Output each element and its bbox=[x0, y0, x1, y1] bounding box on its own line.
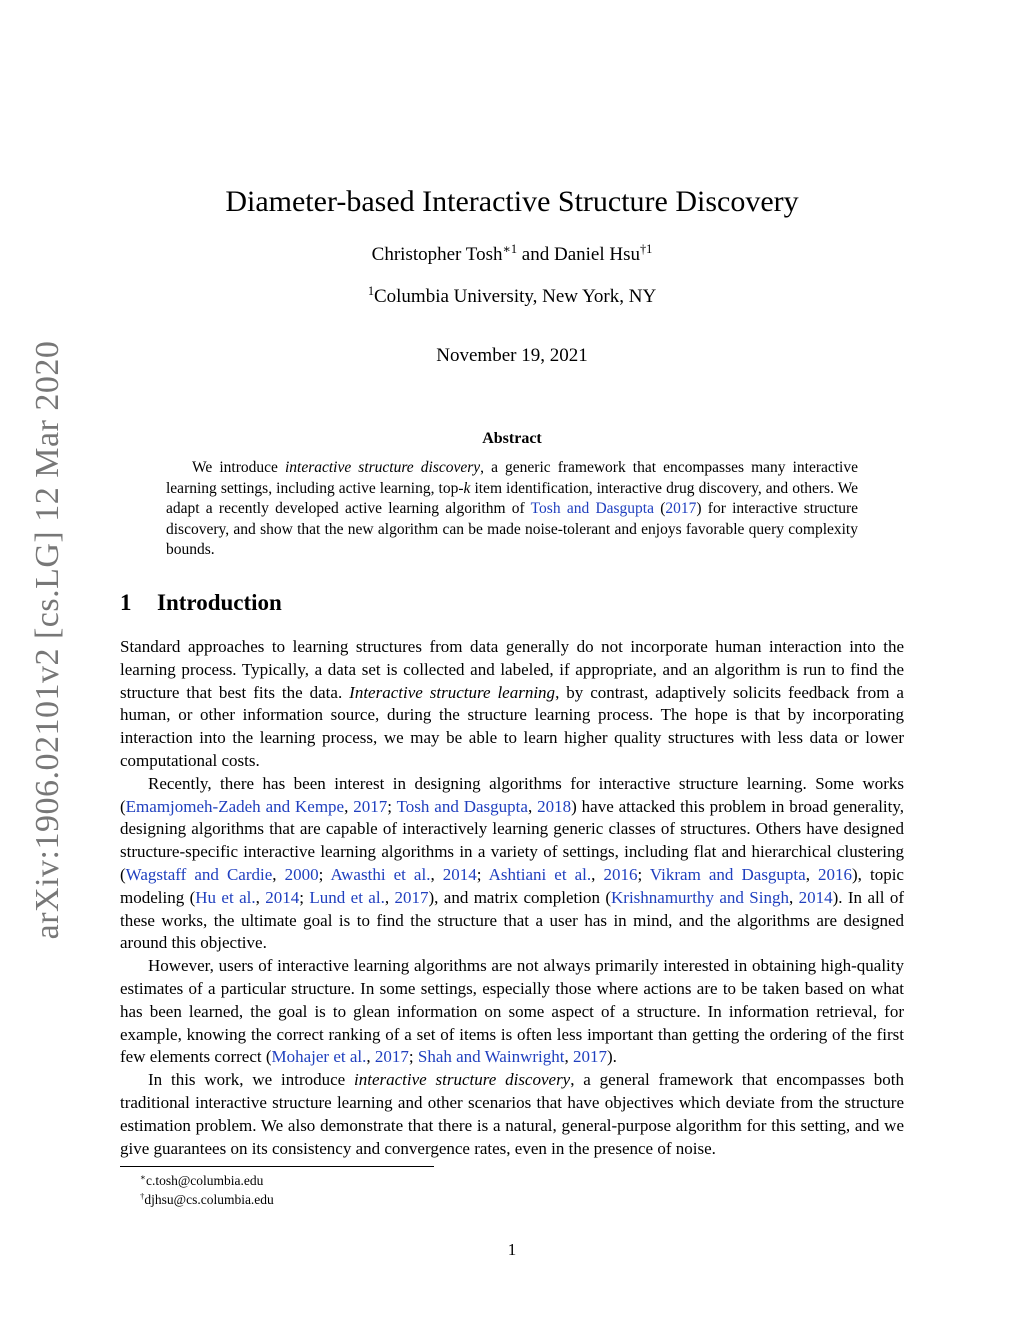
math-variable: k bbox=[463, 479, 471, 497]
citation-year-link[interactable]: 2017 bbox=[353, 796, 388, 816]
paragraph bbox=[120, 636, 904, 773]
text-run: , by contrast, adaptively solicits feedback from a human, or other information source, during the structure learning process. The hope is that by incorporating interaction into the learning process, we may be able to learn higher quality structures with less data or lower computational costs. bbox=[120, 682, 904, 770]
footnote-rule bbox=[120, 1166, 434, 1167]
affiliation-text: Columbia University, New York, NY bbox=[373, 286, 657, 307]
footnotes bbox=[140, 1171, 274, 1209]
author-name: Christopher Tosh bbox=[371, 244, 503, 265]
text-run: ( bbox=[654, 500, 666, 517]
citation-year-link[interactable]: 2014 bbox=[265, 887, 300, 907]
author-mark: †1 bbox=[639, 242, 653, 257]
citation-link[interactable]: Tosh and Dasgupta bbox=[530, 500, 654, 517]
citation-link[interactable]: Ashtiani et al. bbox=[488, 864, 592, 884]
text-run: ) for interactive structure discovery, and show that the new algorithm can be made noise-tolerant and enjoys favorable query complexity bounds. bbox=[166, 500, 858, 558]
paper-title: Diameter-based Interactive Structure Discovery bbox=[225, 185, 799, 218]
text-run: However, users of interactive learning algorithms are not always primarily interested in obtaining high-quality estimates of a particular structure. In some settings, especially those where actions are to be taken based on what has been learned, the goal is to glean information on some aspect of a structure. In information retrieval, for example, knowing the correct ranking of a set of items is often less important than getting the ordering of the first few elements correct ( bbox=[120, 956, 904, 1067]
citation-link[interactable]: Shah and Wainwright bbox=[417, 1047, 565, 1067]
text-run: In this work, we introduce bbox=[148, 1070, 355, 1090]
emphasis: interactive structure discovery bbox=[284, 459, 481, 476]
text-run: Recently, there has been interest in designing algorithms for interactive structure learning. Some works ( bbox=[120, 773, 904, 816]
emphasis: Interactive structure learning bbox=[349, 682, 556, 702]
footnote bbox=[140, 1171, 274, 1190]
text-run: ). bbox=[606, 1047, 617, 1067]
citation-year-link[interactable]: 2017 bbox=[374, 1047, 409, 1067]
body-text bbox=[120, 636, 904, 1160]
paragraph: However, users of interactive learning algorithms are not always primarily interested in obtaining high-quality estimates of a particular structure. In some settings, especially those where actions are to be taken based on what has been learned, the goal is to glean information on some aspect of a structure. In information retrieval, for example, knowing the correct ranking of a set of items is often less important than getting the ordering of the first few elements correct (Mohajer et al., 2017; Shah and Wainwright, 2017). bbox=[120, 956, 904, 1067]
citation-link[interactable]: Krishnamurthy and Singh bbox=[611, 887, 789, 907]
citation-link[interactable]: Hu et al. bbox=[195, 887, 256, 907]
citation-year-link[interactable]: 2017 bbox=[394, 887, 429, 907]
citation-year-link[interactable]: 2017 bbox=[572, 1047, 607, 1067]
section-heading bbox=[120, 590, 282, 616]
footnote-mark: ∗ bbox=[140, 1172, 146, 1183]
citation-year-link[interactable]: 2014 bbox=[442, 864, 477, 884]
abstract-heading: Abstract bbox=[482, 430, 542, 447]
text-run: We introduce bbox=[192, 459, 285, 476]
footnote-mark: † bbox=[140, 1191, 145, 1202]
author-conjunction: and bbox=[517, 244, 554, 265]
affiliation bbox=[0, 286, 1024, 308]
text-run: , a general framework that encompasses both traditional interactive structure learning and other scenarios that have objectives which deviate from the structure estimation problem. We also demonstrate that there is a natural, general-purpose algorithm for this setting, and we give guarantees on its consistency and convergence rates, even in the presence of noise. bbox=[120, 1070, 904, 1158]
author-mark: ∗1 bbox=[502, 242, 518, 257]
citation-link[interactable]: Mohajer et al. bbox=[271, 1047, 367, 1067]
text-run: , a generic framework that encompasses many interactive learning settings, including active learning, top- bbox=[166, 459, 858, 497]
abstract-text bbox=[166, 458, 858, 561]
citation-link[interactable]: Vikram and Dasgupta bbox=[649, 864, 806, 884]
citation-link[interactable]: Wagstaff and Cardie bbox=[125, 864, 273, 884]
text-run: ) have attacked this problem in broad generality, designing algorithms that are capable of interactively learning generic classes of structures. Others have designed structure-specific interactive learning algorithms in a variety of settings, including flat and hierarchical clustering ( bbox=[120, 796, 905, 884]
paragraph: Recently, there has been interest in designing algorithms for interactive structure learning. Some works (Emamjomeh-Zadeh and Kempe, 2017; Tosh and Dasgupta, 2018) have attacked this problem in broad generality, designing algorithms that are capable of interactively learning generic classes of structures. Others have designed structure-specific interactive learning algorithms in a variety of settings, including flat and hierarchical clustering (Wagstaff and Cardie, 2000; Awasthi et al., 2014; Ashtiani et al., 2016; Vikram and Dasgupta, 2016), topic modeling (Hu et al., 2014; Lund et al., 2017), and matrix completion (Krishnamurthy and Singh, 2014). In all of these works, the ultimate goal is to find the structure that a user has in mind, and the algorithms are designed around this objective. bbox=[120, 773, 905, 953]
footnote bbox=[140, 1190, 274, 1209]
citation-year-link[interactable]: 2014 bbox=[798, 887, 833, 907]
citation-year-link[interactable]: 2016 bbox=[818, 864, 853, 884]
citation-link[interactable]: Emamjomeh-Zadeh and Kempe bbox=[125, 796, 345, 816]
authors-line bbox=[0, 244, 1024, 266]
citation-link[interactable]: Awasthi et al. bbox=[330, 864, 431, 884]
paper-date: November 19, 2021 bbox=[436, 345, 588, 366]
citation-year-link[interactable]: 2000 bbox=[284, 864, 319, 884]
text-run: ). In all of these works, the ultimate goal is to find the structure that a user has in mind, and the algorithms are designed around this objective. bbox=[120, 887, 904, 953]
citation-year-link[interactable]: 2017 bbox=[665, 500, 697, 517]
citation-link[interactable]: Lund et al. bbox=[309, 887, 385, 907]
page-number: 1 bbox=[507, 1240, 517, 1259]
section-title: Introduction bbox=[157, 590, 282, 615]
paragraph bbox=[120, 1069, 904, 1160]
section-number: 1 bbox=[120, 590, 132, 615]
footnote-email: djhsu@cs.columbia.edu bbox=[144, 1192, 274, 1207]
affiliation-mark: 1 bbox=[367, 284, 374, 299]
text-run: Standard approaches to learning structures from data generally do not incorporate human interaction into the learning process. Typically, a data set is collected and labeled, if appropriate, and an algorithm is run to find the structure that best fits the data. bbox=[120, 637, 904, 702]
text-run: ), and matrix completion ( bbox=[428, 887, 612, 907]
text-run: item identification, interactive drug discovery, and others. We adapt a recently developed active learning algorithm of bbox=[166, 479, 858, 517]
citation-link[interactable]: Tosh and Dasgupta bbox=[396, 796, 528, 816]
citation-year-link[interactable]: 2018 bbox=[537, 796, 572, 816]
text-run: ), topic modeling ( bbox=[120, 864, 904, 907]
footnote-email: c.tosh@columbia.edu bbox=[145, 1173, 264, 1188]
arxiv-stamp: arXiv:1906.02101v2 [cs.LG] 12 Mar 2020 bbox=[29, 340, 66, 940]
author-name: Daniel Hsu bbox=[553, 244, 640, 265]
citation-year-link[interactable]: 2016 bbox=[603, 864, 638, 884]
emphasis: interactive structure discovery bbox=[354, 1070, 571, 1090]
